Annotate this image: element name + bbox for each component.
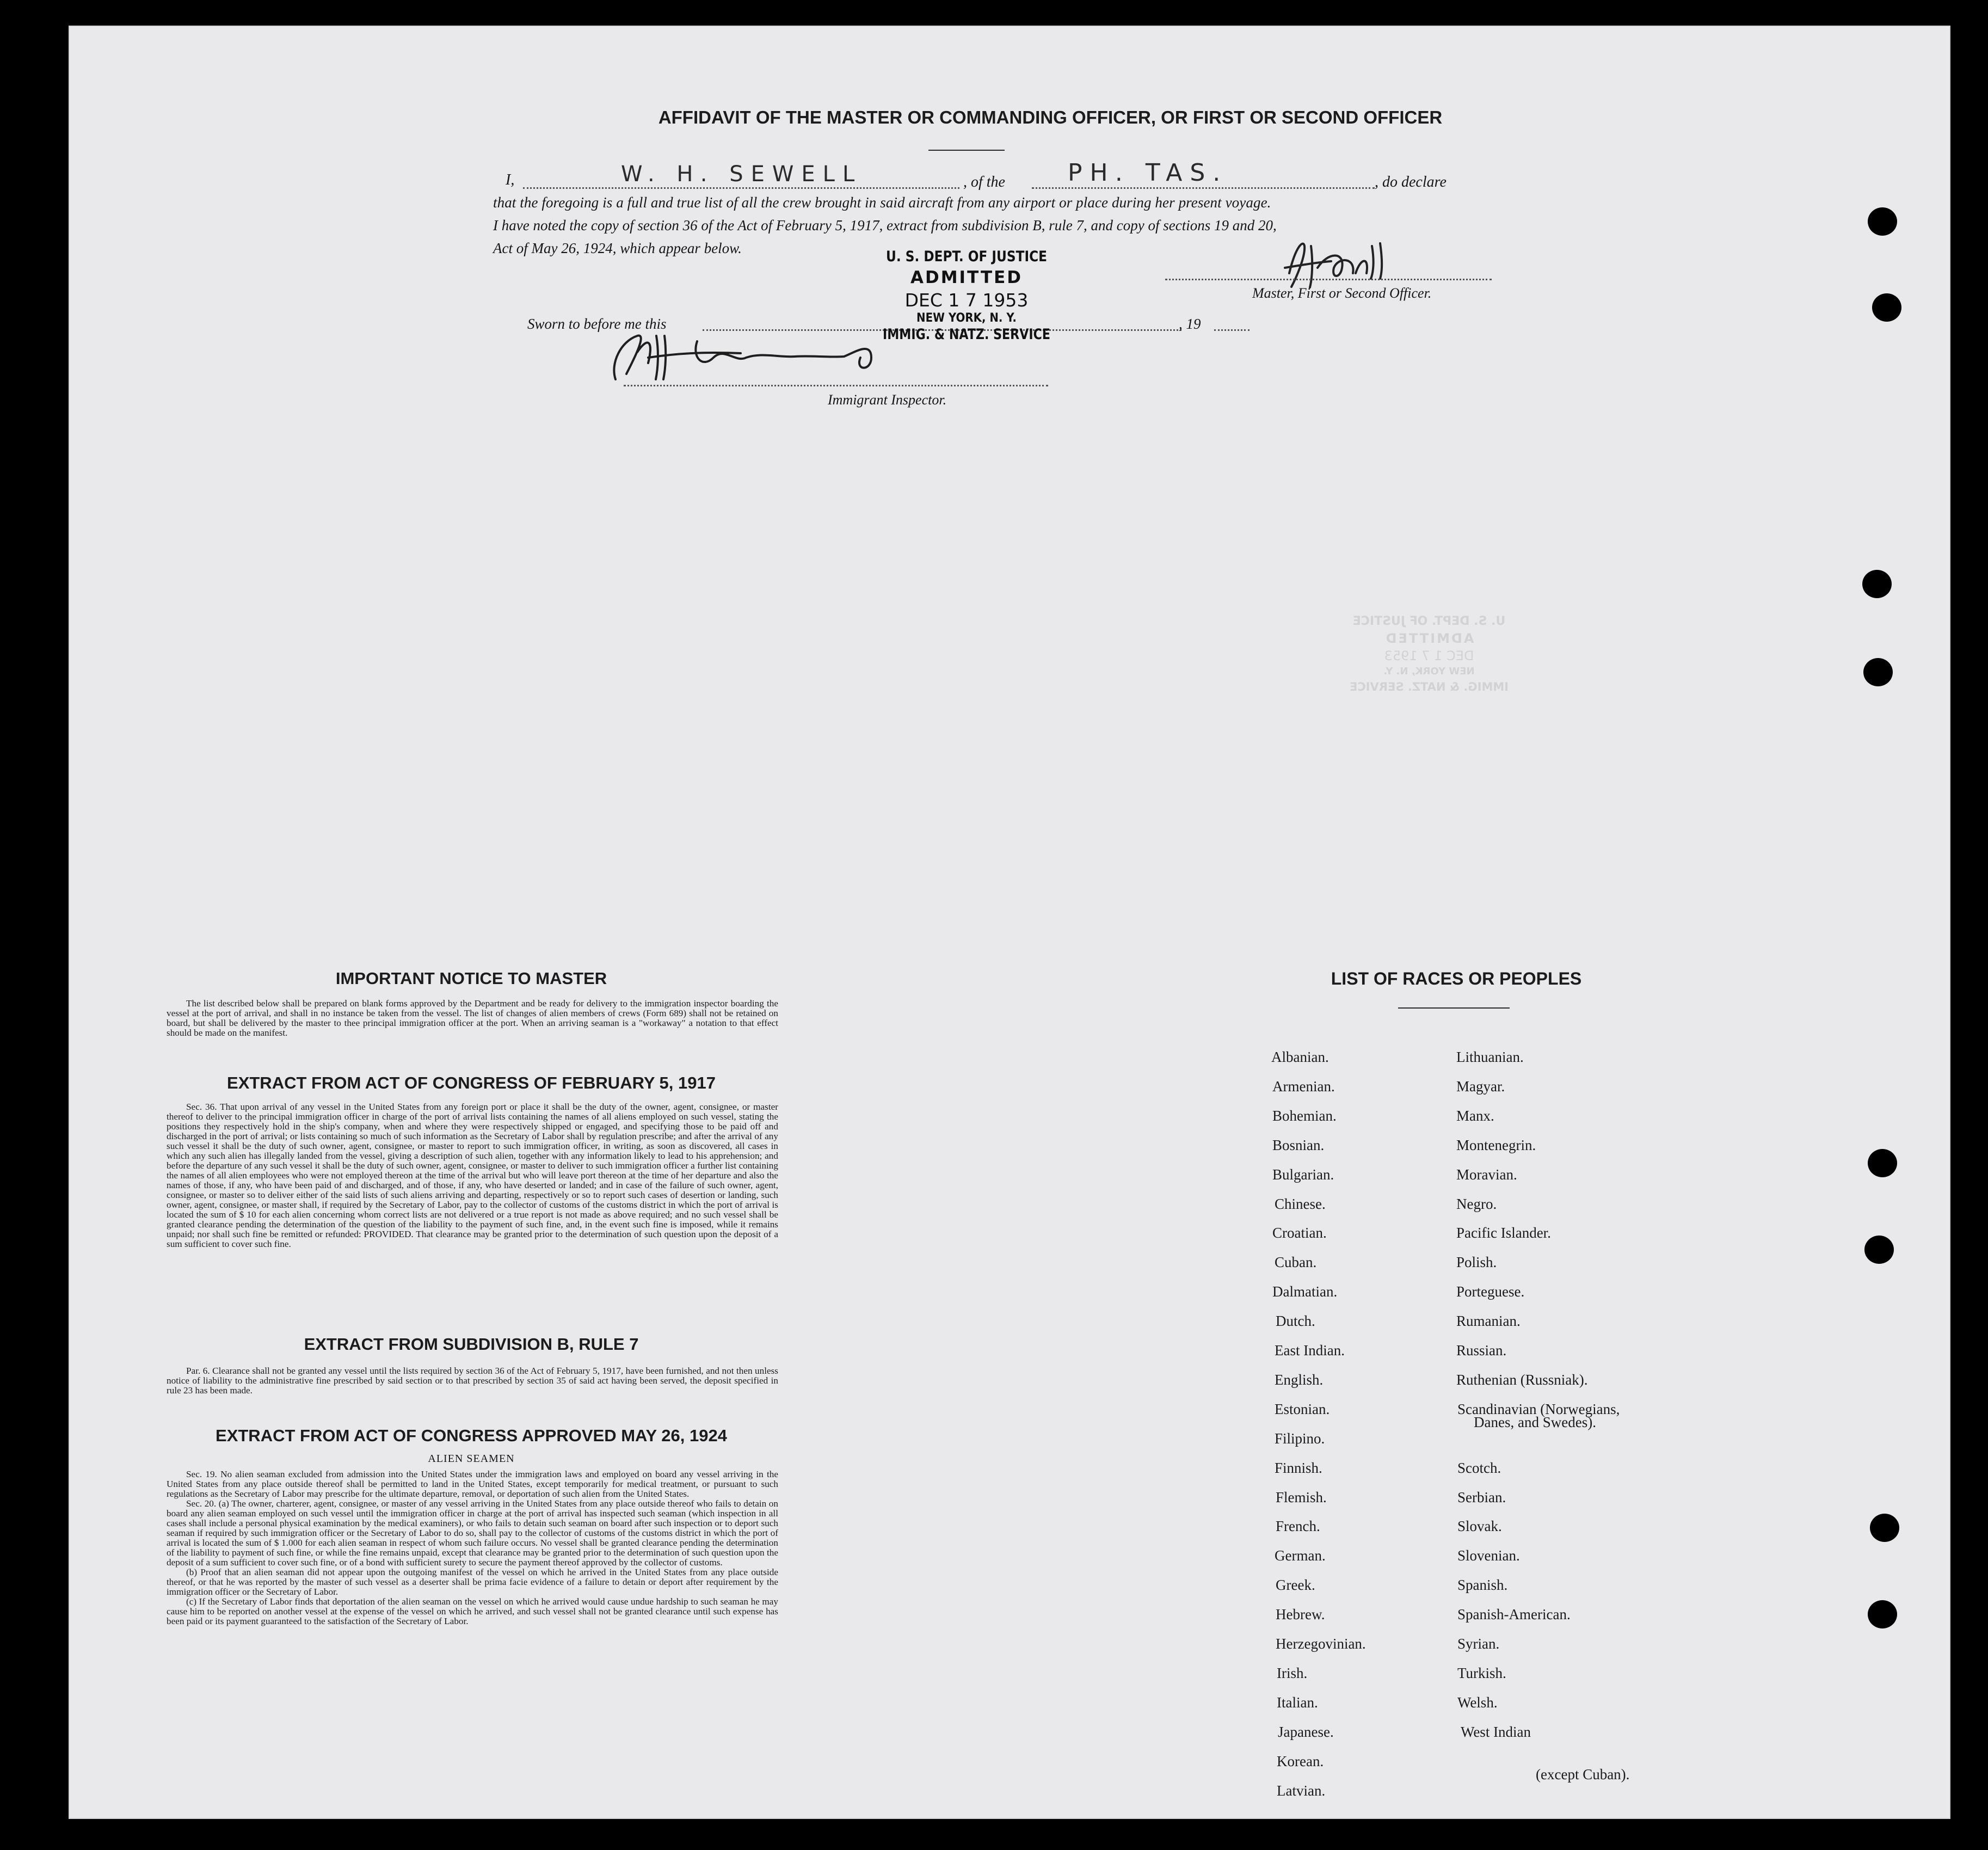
affidavit-line-2: that the foregoing is a full and true list of all the crew brought in said aircraft from any airport or place during her present voyage.: [493, 194, 1271, 211]
punch-hole: [1868, 1600, 1897, 1628]
race-right-item: Slovenian.: [1457, 1547, 1520, 1564]
punch-hole: [1864, 1236, 1894, 1264]
race-right-item: Scotch.: [1457, 1459, 1501, 1476]
race-left-item: Bohemian.: [1272, 1107, 1337, 1124]
sec-20b-paragraph: (b) Proof that an alien seaman did not appear upon the outgoing manifest of the vessel on which he arrived in the United States from any place outside thereof, or that he was reported by the master of such vessel as a deserter shall be prima facie evidence of a failure to detain or deport after requirement by the immigration officer or the Secretary of Labor.: [167, 1567, 778, 1597]
race-right-item: Rumanian.: [1456, 1313, 1521, 1330]
race-right-item: Magyar.: [1456, 1078, 1505, 1095]
race-left-item: Japanese.: [1278, 1723, 1334, 1740]
race-left-item: Chinese.: [1275, 1195, 1326, 1212]
name-fill-line: [523, 187, 1002, 189]
extract-rule7-title: EXTRACT FROM SUBDIVISION B, RULE 7: [304, 1335, 639, 1354]
section-36-paragraph: Sec. 36. That upon arrival of any vessel in the United States from any foreign port or place it shall be the duty of the owner, agent, consignee, or master thereof to deliver to the principal immigration officer in charge of the port of arrival lists containing the names of all aliens employed on such vessel, stating the positions they respectively hold in the ship's company, when and where they were respectively shipped or engaged, and specifying those to be paid off and discharged in the port of arrival; or lists containing so much of such information as the Secretary of Labor shall by regulation prescribe; and after the arrival of any such vessel it shall be the duty of such owner, agent, consignee, or master to report to such immigration officer, in writing, as soon as discovered, all cases in which any such alien has illegally landed from the vessel, giving a description of such alien, together with any information likely to lead to his apprehension; and before the departure of any such vessel it shall be the duty of such owner, agent, consignee, or master to deliver to such immigration officer a further list containing the names of all alien employees who were not employed thereon at the time of the arrival but who will leave port thereon at the time of her departure and also the names of those, if any, who have been paid of and discharged, and of those, if any, who have deserted or landed; and in case of the failure of such owner, agent, consignee, or master so to deliver either of the said lists of such aliens arriving and departing, respectively or so to report such cases of desertion or landing, such owner, agent, consignee, or master shall, if required by the Secretary of Labor, pay to the collector of customs of the customs district in which the port of arrival is located the sum of $ 10 for each alien concerning whom correct lists are not delivered or a true report is not made as above required; and no such vessel shall be granted clearance pending the determination of the question of the liability to the payment of such fine, and, in the event such fine is imposed, while it remains unpaid; nor shall such fine be remitted or refunded: PROVIDED. That clearance may be granted prior to the determination of such question upon the deposit of a sum sufficient to cover such fine.: [167, 1102, 778, 1249]
extract-1917-title: EXTRACT FROM ACT OF CONGRESS OF FEBRUARY 5, 1917: [227, 1073, 716, 1092]
race-left-item: Filipino.: [1275, 1430, 1325, 1447]
race-right-item: Moravian.: [1456, 1166, 1517, 1183]
race-right-item: Lithuanian.: [1456, 1049, 1524, 1065]
master-name-handwriting: W. H. SEWELL: [621, 162, 863, 187]
do-declare-label: , do declare: [1375, 174, 1447, 190]
race-right-item: Syrian.: [1457, 1636, 1500, 1652]
punch-hole: [1862, 570, 1892, 598]
inspector-signature: [599, 319, 904, 390]
race-left-item: Dutch.: [1276, 1313, 1315, 1330]
year-fill-line: [1214, 329, 1250, 331]
affidavit-line-4: Act of May 26, 1924, which appear below.: [493, 240, 742, 256]
extract-rule7-body: [167, 1366, 778, 1396]
punch-hole: [1863, 658, 1893, 686]
affidavit-line-3: I have noted the copy of section 36 of the Act of February 5, 1917, extract from subdivision B, rule 7, and copy of sections 19 and 20,: [493, 217, 1277, 233]
race-left-item: Albanian.: [1271, 1049, 1329, 1065]
stamp-line-1: U. S. DEPT. OF JUSTICE: [885, 248, 1048, 265]
stamp-line-5: IMMIG. & NATZ. SERVICE: [883, 326, 1050, 343]
par-6-paragraph: Par. 6. Clearance shall not be granted any vessel until the lists required by section 36 of the Act of February 5, 1917, have been furnished, and not then unless notice of liability to the administrative fine prescribed by said section or to that prescribed by section 35 of said act having been served, the deposit specified in rule 23 has been made.: [167, 1366, 778, 1396]
race-left-item: Korean.: [1277, 1753, 1324, 1769]
race-right-item: Negro.: [1456, 1195, 1497, 1212]
year-label: , 19: [1179, 316, 1201, 332]
race-left-item: Irish.: [1277, 1664, 1308, 1681]
notice-title: IMPORTANT NOTICE TO MASTER: [335, 969, 607, 988]
document-page: [69, 26, 1950, 1819]
race-left-item: Finnish.: [1275, 1459, 1322, 1476]
sec-20c-paragraph: (c) If the Secretary of Labor finds that deportation of the alien seaman on the vessel on which he arrived would cause undue hardship to such seaman he may cause him to be reported on another vessel at the expense of the vessel on which he arrived, and such vessel shall not be granted clearance until such expense has been paid or its payment guaranteed to the satisfaction of the Secretary of Labor.: [167, 1596, 778, 1626]
race-right-item: Montenegrin.: [1456, 1136, 1536, 1153]
race-right-item: Russian.: [1456, 1342, 1507, 1359]
races-title: LIST OF RACES OR PEOPLES: [1331, 969, 1582, 988]
stamp-date: DEC 1 7 1953: [904, 290, 1029, 311]
notice-paragraph: The list described below shall be prepared on blank forms approved by the Department and be ready for delivery to the immigration inspector boarding the vessel at the port of arrival, and shall in no instance be taken from the vessel. The list of changes of alien members of crews (Form 689) shall not be retained on board, but shall be delivered by the master to thee principal immigration officer at the port. When an arriving seaman is a "workaway" a notation to that effect should be made on the manifest.: [167, 998, 778, 1038]
title-divider: [928, 150, 1005, 151]
races-divider: [1398, 1007, 1510, 1009]
race-left-item: Cuban.: [1275, 1254, 1317, 1271]
inspector-signature-line: [624, 385, 1048, 386]
inspector-caption: Immigrant Inspector.: [828, 392, 947, 408]
vessel-fill-line: [1032, 187, 1375, 189]
race-right-item: Polish.: [1456, 1254, 1497, 1271]
affidavit-title: AFFIDAVIT OF THE MASTER OR COMMANDING OFFICER, OR FIRST OR SECOND OFFICER: [658, 107, 1443, 127]
punch-hole: [1868, 1149, 1897, 1177]
affidavit-i-label: I,: [506, 171, 515, 188]
bleed-through-stamp: U. S. DEPT. OF JUSTICE ADMITTED DEC 1 7 1953 NEW YORK, N. Y. IMMIG. & NATZ. SERVICE: [1349, 614, 1509, 693]
race-right-item: West Indian: [1461, 1723, 1531, 1740]
race-left-item: Bulgarian.: [1272, 1166, 1334, 1183]
notice-body: [167, 999, 778, 1038]
race-left-item: Armenian.: [1272, 1078, 1335, 1095]
race-right-item: Serbian.: [1457, 1489, 1506, 1505]
race-left-item: Croatian.: [1272, 1225, 1327, 1241]
race-left-item: East Indian.: [1275, 1342, 1345, 1359]
race-right-item: Scandinavian (Norwegians,: [1457, 1400, 1620, 1417]
sworn-label: Sworn to before me this: [527, 316, 667, 332]
race-left-item: German.: [1275, 1547, 1326, 1564]
race-left-item: Flemish.: [1276, 1489, 1327, 1505]
race-left-item: Herzegovinian.: [1276, 1636, 1366, 1652]
race-right-item: (except Cuban).: [1536, 1766, 1630, 1783]
vessel-handwriting: PH. TAS.: [1068, 159, 1228, 187]
race-left-item: Dalmatian.: [1272, 1283, 1338, 1300]
race-right-item: Spanish-American.: [1457, 1606, 1571, 1623]
sec-20a-paragraph: Sec. 20. (a) The owner, charterer, agent, consignee, or master of any vessel arriving in the United States from any place outside thereof who fails to detain on board any alien seaman employed on such vessel until the immigration officer in charge at the port of arrival has inspected such seaman (which inspection in all cases shall include a personal physical examination by the medical examiners), or who fails to detain such seaman on board after such inspection or to deport such seaman if required by such immigration officer or the Secretary of Labor to do so, shall pay to the collector of customs of the customs district in which the port of arrival is located the sum of $ 1.000 for each alien seaman in respect of whom such failure occurs. No vessel shall be granted clearance pending the determination of the liability to payment of such fine, or while the fine remains unpaid, except that clearance may be granted prior to the determination of such question upon the deposit of a sum sufficient to cover such fine, or of a bond with sufficient surety to secure the payment thereof approved by the collector of customs.: [167, 1498, 778, 1568]
race-right-item: Turkish.: [1457, 1664, 1506, 1681]
of-the-label: , of the: [961, 174, 1007, 191]
race-left-item: Estonian.: [1275, 1400, 1330, 1417]
alien-seamen-subtitle: ALIEN SEAMEN: [428, 1453, 515, 1465]
master-caption: Master, First or Second Officer.: [1252, 285, 1432, 301]
race-right-item: Slovak.: [1457, 1518, 1502, 1535]
punch-hole: [1870, 1514, 1899, 1542]
race-left-item: Greek.: [1276, 1577, 1315, 1594]
race-right-item: Pacific Islander.: [1456, 1225, 1551, 1241]
race-left-item: Latvian.: [1277, 1782, 1326, 1799]
race-right-item: Welsh.: [1457, 1694, 1498, 1711]
stamp-line-4: NEW YORK, N. Y.: [916, 311, 1017, 325]
race-left-item: French.: [1276, 1518, 1320, 1535]
race-right-item: Manx.: [1456, 1107, 1494, 1124]
race-right-item: Danes, and Swedes).: [1474, 1414, 1596, 1431]
race-left-item: Bosnian.: [1272, 1136, 1325, 1153]
extract-1917-body: [167, 1102, 778, 1249]
race-right-item: Ruthenian (Russniak).: [1456, 1371, 1588, 1388]
race-right-item: Spanish.: [1457, 1577, 1508, 1594]
punch-hole: [1872, 293, 1901, 322]
punch-hole: [1868, 207, 1897, 236]
race-left-item: Italian.: [1277, 1694, 1318, 1711]
master-signature-line: [1165, 279, 1492, 280]
extract-1924-body: [167, 1470, 778, 1626]
sec-19-paragraph: Sec. 19. No alien seaman excluded from admission into the United States under the immigration laws and employed on board any vessel arriving in the United States from any place outside thereof shall be permitted to land in the United States, except temporarily for medical treatment, or pursuant to such regulations as the Secretary of Labor may prescribe for the ultimate departure, removal, or deportation of such alien from the United States.: [167, 1469, 778, 1499]
stamp-line-2: ADMITTED: [910, 268, 1023, 287]
race-left-item: English.: [1275, 1371, 1324, 1388]
race-left-item: Hebrew.: [1276, 1606, 1325, 1623]
extract-1924-title: EXTRACT FROM ACT OF CONGRESS APPROVED MAY 26, 1924: [216, 1426, 727, 1445]
race-right-item: Porteguese.: [1456, 1283, 1525, 1300]
